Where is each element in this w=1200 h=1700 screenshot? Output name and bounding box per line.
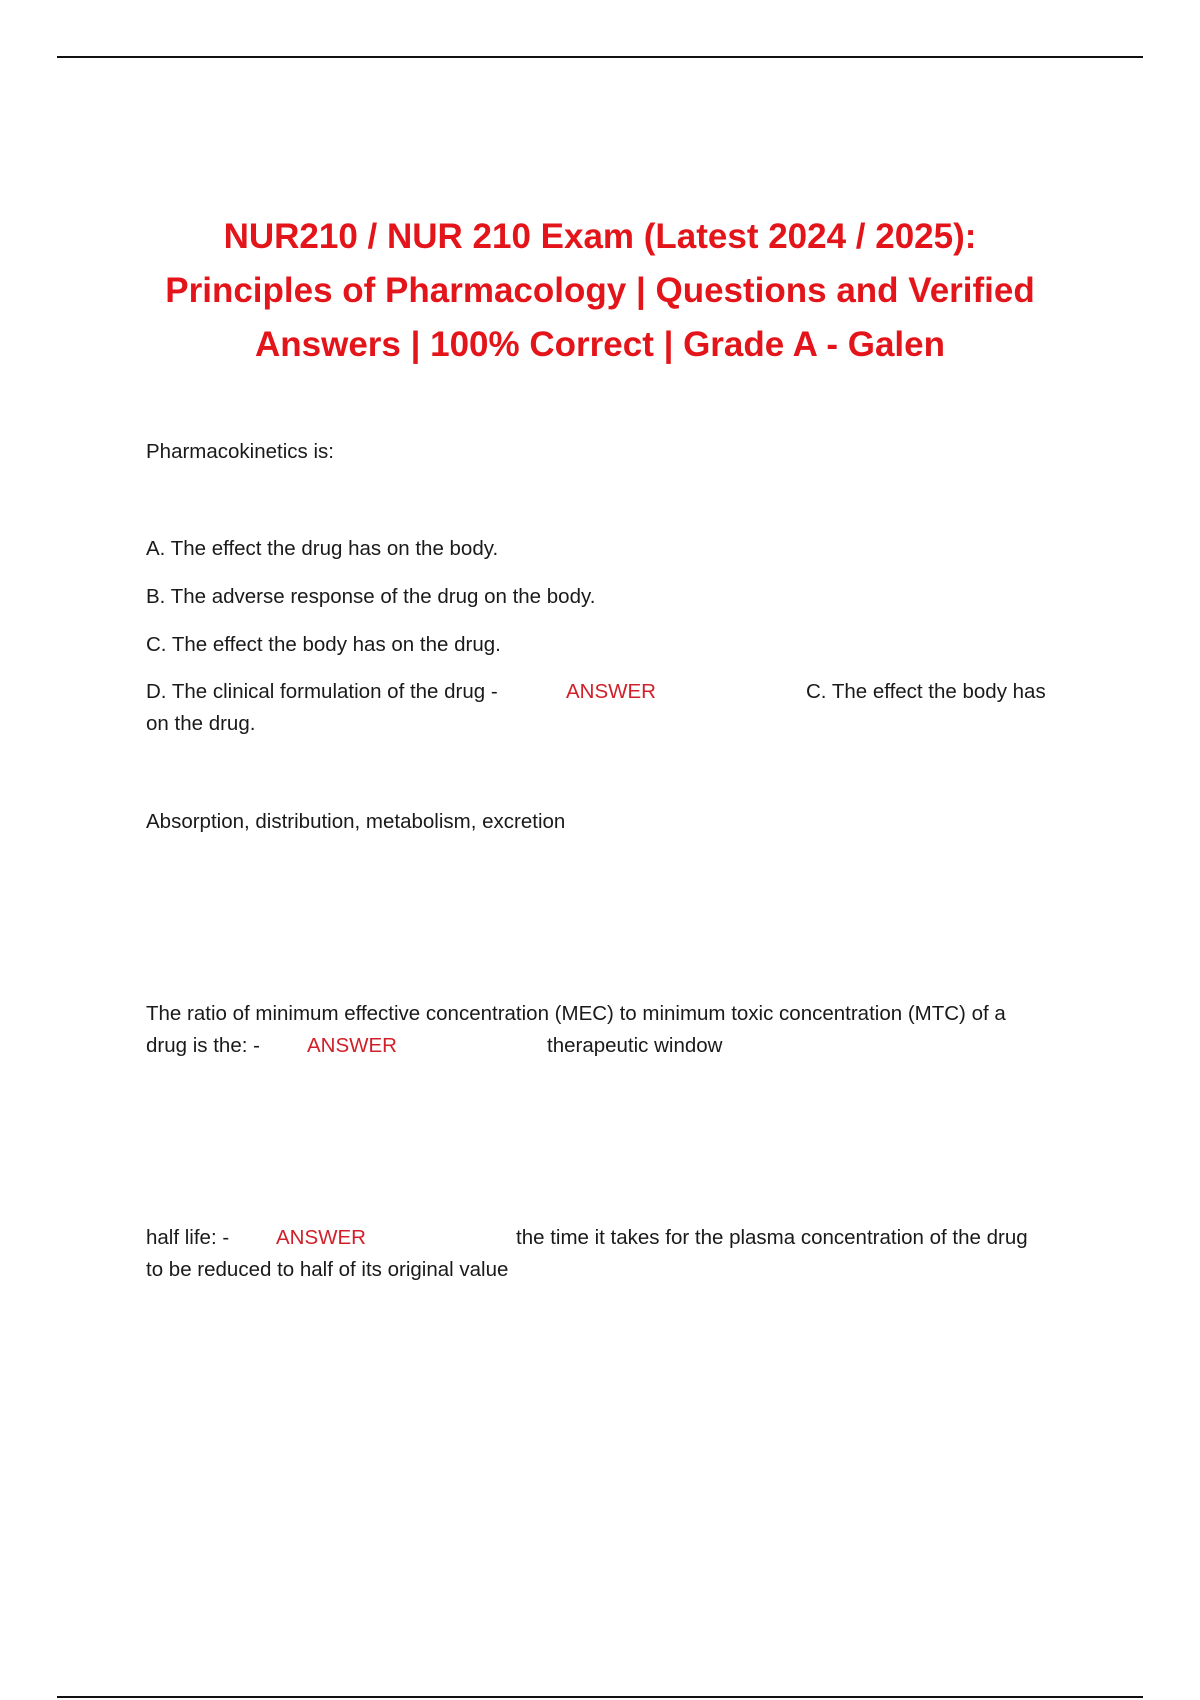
question-2-answer-label: ANSWER xyxy=(307,1034,397,1057)
question-3-block xyxy=(146,1222,1086,1292)
question-3-prompt: half life: - xyxy=(146,1226,230,1249)
question-1-answer-label: ANSWER xyxy=(566,680,656,703)
document-title: NUR210 / NUR 210 Exam (Latest 2024 / 2025): Principles of Pharmacology | Questions and Verified Answers | 100% Correct | Grade A - Galen xyxy=(165,217,1035,364)
question-1-option-d: D. The clinical formulation of the drug - xyxy=(146,680,498,703)
question-2-prompt-continued: drug is the: - xyxy=(146,1034,260,1057)
question-1-answer-text-continued: on the drug. xyxy=(146,712,256,735)
question-2-answer-text: therapeutic window xyxy=(547,1034,723,1057)
adme-note: Absorption, distribution, metabolism, excretion xyxy=(146,810,566,833)
question-1-prompt: Pharmacokinetics is: xyxy=(146,440,334,463)
top-rule xyxy=(57,56,1143,58)
question-3-answer-label: ANSWER xyxy=(276,1226,366,1249)
bottom-rule xyxy=(57,1696,1143,1698)
question-1-answer-text: C. The effect the body has xyxy=(806,680,1046,703)
question-1-option-c: C. The effect the body has on the drug. xyxy=(146,633,501,656)
question-1-option-b: B. The adverse response of the drug on the body. xyxy=(146,585,596,608)
question-1-option-a: A. The effect the drug has on the body. xyxy=(146,537,499,560)
question-1-option-d-block xyxy=(146,676,1066,746)
question-2-block xyxy=(146,998,1086,1068)
question-3-answer-text-continued: to be reduced to half of its original value xyxy=(146,1258,509,1281)
question-3-answer-text: the time it takes for the plasma concentration of the drug xyxy=(516,1226,1028,1249)
question-2-prompt: The ratio of minimum effective concentration (MEC) to minimum toxic concentration (MTC) of a xyxy=(146,1002,1006,1025)
